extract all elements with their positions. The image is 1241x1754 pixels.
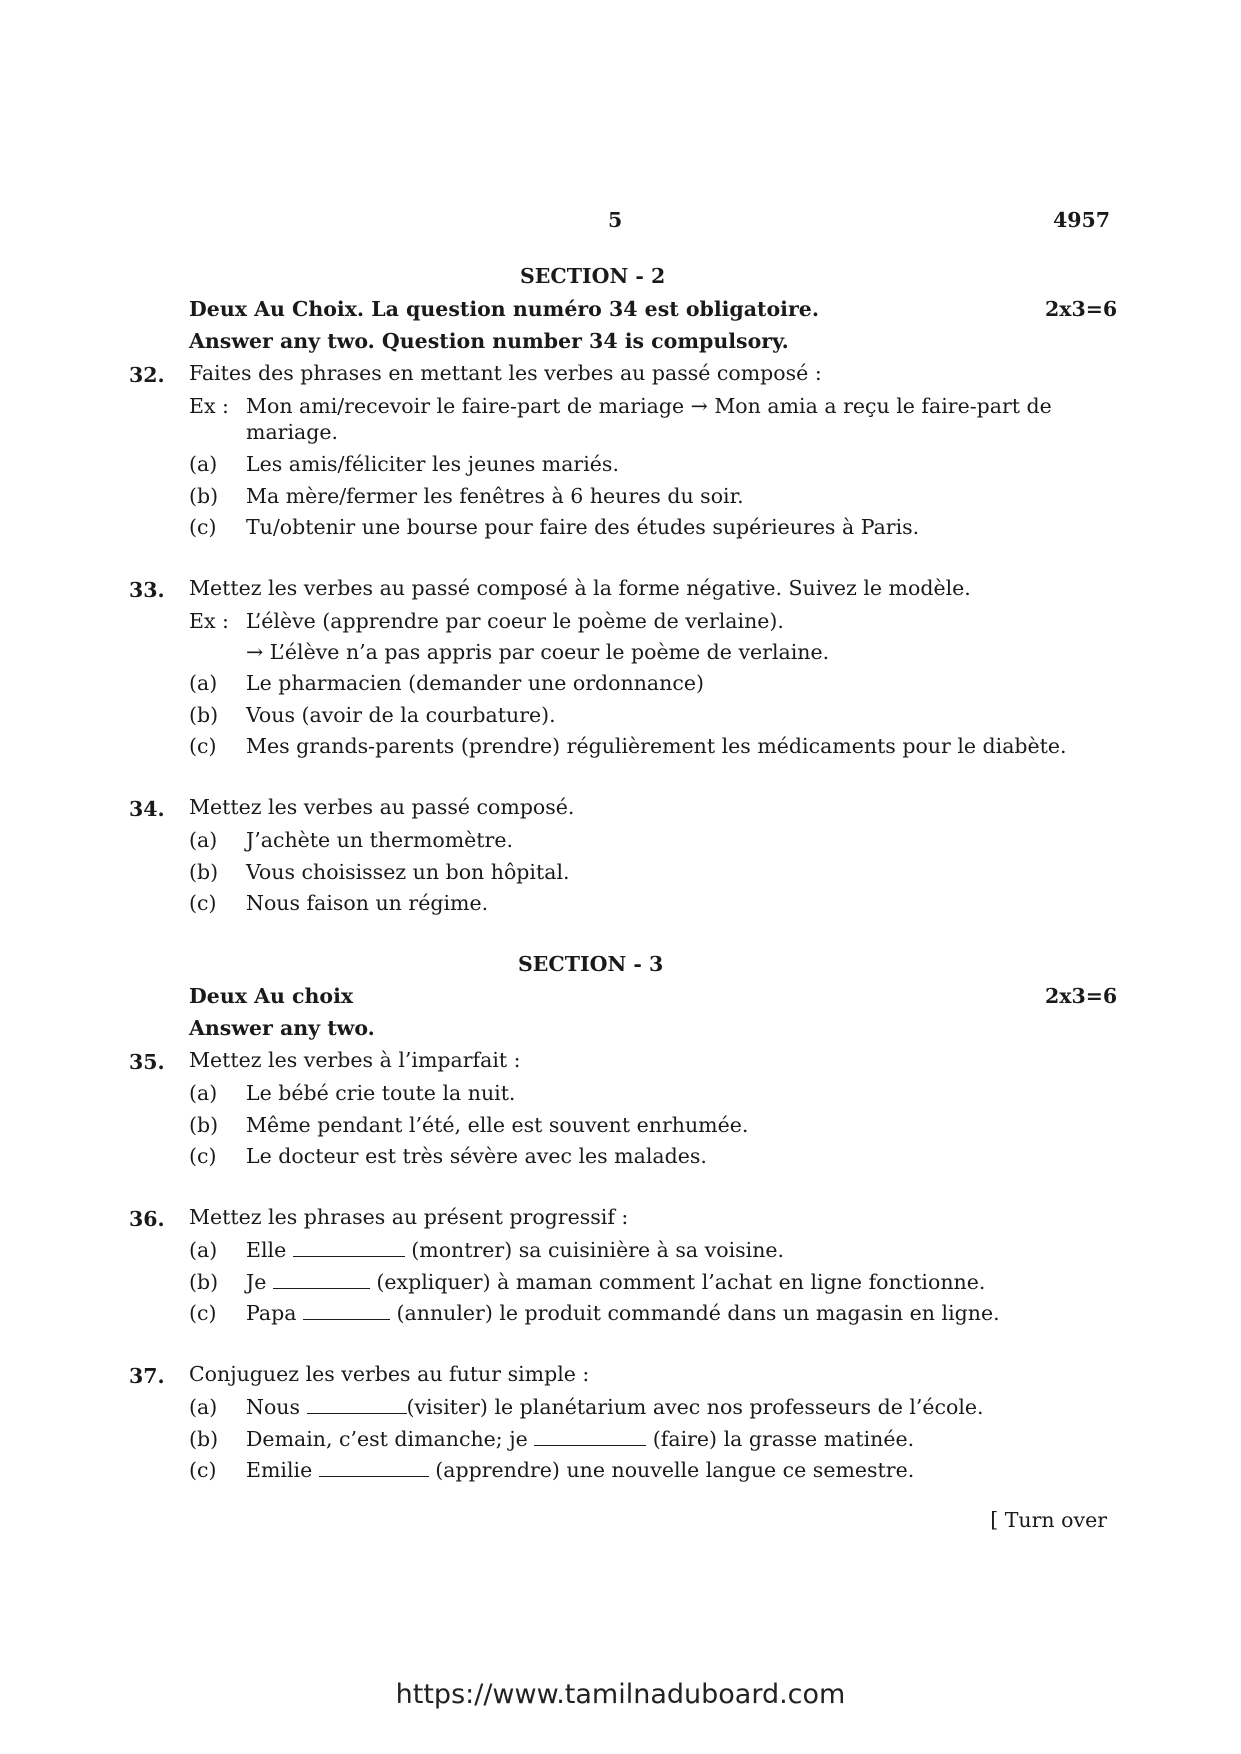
item-text-before: Emilie [246,1458,313,1482]
item-label: (a) [189,1395,218,1419]
section-3-instruction-fr: Deux Au choix [189,984,354,1008]
example-line: → L’élève n’a pas appris par coeur le poème de verlaine. [246,640,830,664]
paper-code: 4957 [1053,208,1111,232]
item-label: (c) [189,1458,217,1482]
item-label: (a) [189,1238,218,1262]
fill-in-item [246,1238,784,1262]
question-number: 32. [129,363,165,387]
section-3-title: SECTION - 3 [518,952,664,976]
answer-blank [534,1427,646,1446]
item-label: (b) [189,1270,219,1294]
item-label: (a) [189,452,218,476]
item-text: Nous faison un régime. [246,891,489,915]
question-number: 35. [129,1050,165,1074]
item-text-after: (montrer) sa cuisinière à sa voisine. [411,1238,785,1262]
section-2-instruction-fr: Deux Au Choix. La question numéro 34 est obligatoire. [189,297,819,321]
question-number: 33. [129,578,165,602]
question-prompt: Mettez les verbes au passé composé à la forme négative. Suivez le modèle. [189,576,971,600]
fill-in-item [246,1395,984,1419]
example-line: L’élève (apprendre par coeur le poème de verlaine). [246,609,784,633]
item-text: Le docteur est très sévère avec les malades. [246,1144,707,1168]
item-text-after: (annuler) le produit commandé dans un magasin en ligne. [396,1301,1000,1325]
footer-url: https://www.tamilnaduboard.com [395,1679,846,1710]
question-prompt: Mettez les verbes à l’imparfait : [189,1048,521,1072]
item-label: (b) [189,1113,219,1137]
fill-in-item [246,1301,1000,1325]
question-prompt: Mettez les verbes au passé composé. [189,795,575,819]
item-text-before: Elle [246,1238,287,1262]
question-prompt: Mettez les phrases au présent progressif : [189,1205,629,1229]
fill-in-item [246,1458,914,1482]
item-label: (c) [189,1144,217,1168]
example-line: Mon ami/recevoir le faire-part de mariage → Mon amia a reçu le faire-part de [246,394,1052,418]
fill-in-item [246,1270,985,1294]
item-text: Ma mère/fermer les fenêtres à 6 heures du soir. [246,484,744,508]
item-text: Mes grands-parents (prendre) régulièrement les médicaments pour le diabète. [246,734,1067,758]
item-label: (c) [189,891,217,915]
item-text-before: Je [246,1270,267,1294]
answer-blank [293,1238,405,1257]
item-text-after: (expliquer) à maman comment l’achat en ligne fonctionne. [376,1270,986,1294]
item-label: (b) [189,703,219,727]
turn-over-note: [ Turn over [990,1508,1107,1532]
item-label: (a) [189,828,218,852]
item-text-after: (faire) la grasse matinée. [652,1427,915,1451]
question-prompt: Conjuguez les verbes au futur simple : [189,1362,590,1386]
question-number: 34. [129,797,165,821]
item-text-before: Papa [246,1301,297,1325]
item-label: (a) [189,671,218,695]
example-label: Ex : [189,394,229,418]
answer-blank [273,1270,370,1289]
example-line: mariage. [246,420,339,444]
item-label: (b) [189,860,219,884]
item-text: Vous choisissez un bon hôpital. [246,860,570,884]
item-text-before: Demain, c’est dimanche; je [246,1427,528,1451]
section-3-instruction-en: Answer any two. [189,1016,375,1040]
item-text: Même pendant l’été, elle est souvent enrhumée. [246,1113,749,1137]
question-prompt: Faites des phrases en mettant les verbes au passé composé : [189,361,822,385]
item-label: (c) [189,1301,217,1325]
item-label: (a) [189,1081,218,1105]
section-2-instruction-en: Answer any two. Question number 34 is compulsory. [189,329,789,353]
answer-blank [303,1301,390,1320]
item-text: Le bébé crie toute la nuit. [246,1081,516,1105]
question-number: 37. [129,1364,165,1388]
page-number: 5 [608,208,623,232]
section-2-title: SECTION - 2 [520,264,666,288]
item-text: Le pharmacien (demander une ordonnance) [246,671,704,695]
item-label: (b) [189,484,219,508]
item-text-before: Nous [246,1395,301,1419]
fill-in-item [246,1427,914,1451]
item-label: (b) [189,1427,219,1451]
section-3-marks: 2x3=6 [1045,984,1118,1008]
example-label: Ex : [189,609,229,633]
item-text: J’achète un thermomètre. [246,828,513,852]
item-text-after: (apprendre) une nouvelle langue ce semestre. [435,1458,915,1482]
question-number: 36. [129,1207,165,1231]
item-text: Les amis/féliciter les jeunes mariés. [246,452,619,476]
item-label: (c) [189,734,217,758]
section-2-marks: 2x3=6 [1045,297,1118,321]
answer-blank [307,1395,407,1414]
item-text: Vous (avoir de la courbature). [246,703,556,727]
item-text: Tu/obtenir une bourse pour faire des études supérieures à Paris. [246,515,920,539]
answer-blank [319,1458,429,1477]
item-text-after: (visiter) le planétarium avec nos professeurs de l’école. [406,1395,984,1419]
item-label: (c) [189,515,217,539]
